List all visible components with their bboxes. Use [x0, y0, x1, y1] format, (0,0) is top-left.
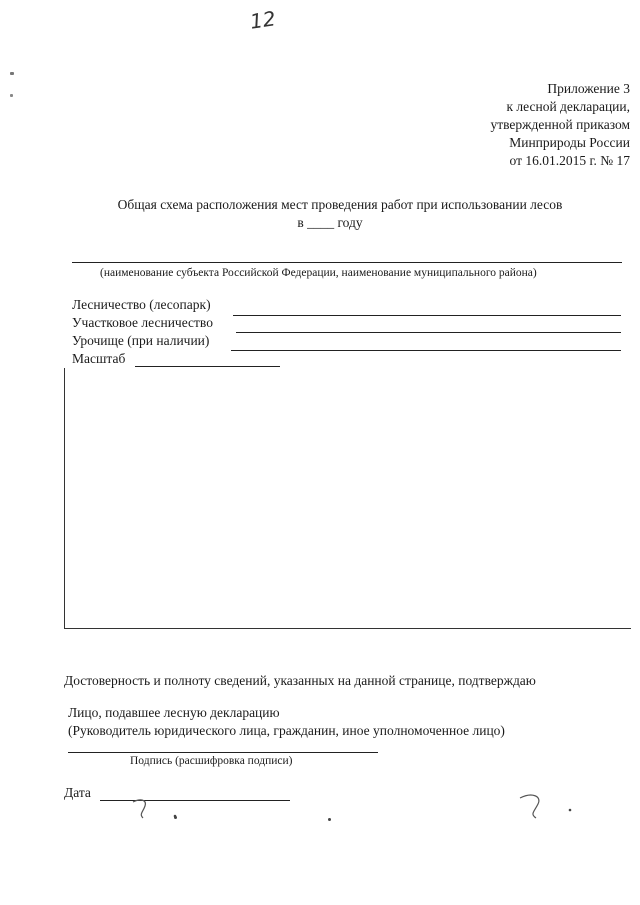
- signature-caption: Подпись (расшифровка подписи): [130, 755, 293, 767]
- forestry-field-line: [233, 315, 621, 316]
- tract-label: Урочище (при наличии): [72, 333, 210, 348]
- district-forestry-label: Участковое лесничество: [72, 315, 213, 330]
- scale-field-line: [135, 366, 280, 367]
- declarant-role-label: (Руководитель юридического лица, гражданин, иное уполномоченное лицо): [68, 723, 505, 738]
- scan-mark: [174, 816, 177, 819]
- declarant-label: Лицо, подавшее лесную декларацию: [68, 705, 280, 720]
- appendix-line: к лесной декларации,: [506, 99, 630, 114]
- date-label: Дата: [64, 785, 91, 800]
- document-title: [60, 196, 620, 232]
- title-line: Общая схема расположения мест проведения работ при использовании лесов: [117, 197, 563, 212]
- handwritten-page-number: 12: [248, 6, 277, 34]
- scan-mark: [10, 72, 14, 75]
- appendix-line: Приложение 3: [547, 81, 630, 96]
- subject-caption: (наименование субъекта Российской Федерации, наименование муниципального района): [100, 267, 537, 279]
- appendix-line: от 16.01.2015 г. № 17: [509, 153, 630, 168]
- confirmation-text: Достоверность и полноту сведений, указанных на данной странице, подтверждаю: [64, 673, 536, 688]
- scan-mark: [328, 818, 331, 821]
- scan-mark: [10, 94, 13, 97]
- forestry-label: Лесничество (лесопарк): [72, 297, 211, 312]
- appendix-line: Минприроды России: [509, 135, 630, 150]
- tract-field-line: [231, 350, 621, 351]
- subject-field-line: [72, 262, 622, 263]
- scale-label: Масштаб: [72, 351, 126, 366]
- appendix-block: [370, 80, 630, 170]
- handwritten-signature-mark: [512, 788, 582, 823]
- signature-field-line: [68, 752, 378, 753]
- handwritten-date-mark: [125, 790, 185, 825]
- scheme-drawing-area: [64, 368, 631, 629]
- title-year-line: в ____ году: [297, 215, 363, 230]
- district-forestry-field-line: [236, 332, 621, 333]
- appendix-line: утвержденной приказом: [490, 117, 630, 132]
